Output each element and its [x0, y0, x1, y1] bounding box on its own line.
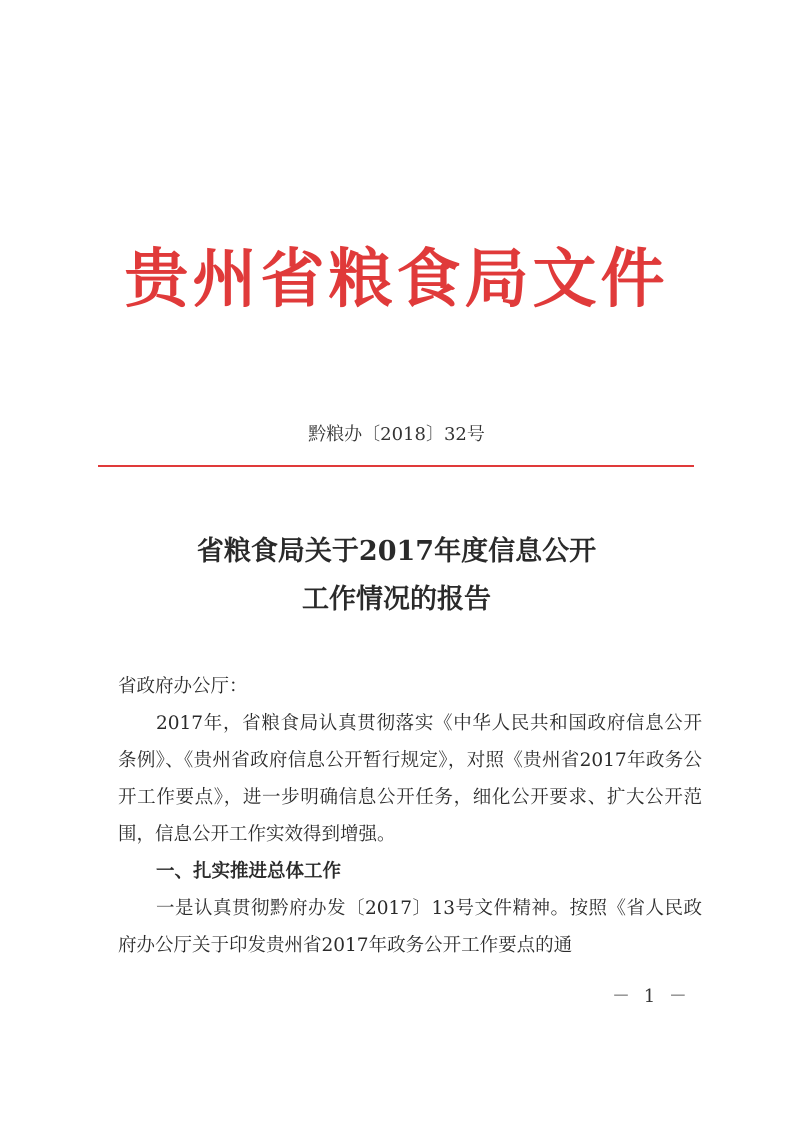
report-title-line-1: 省粮食局关于2017年度信息公开 [196, 536, 597, 567]
report-title-line-2: 工作情况的报告 [302, 584, 491, 615]
masthead-title: 贵州省粮食局文件 [124, 243, 669, 317]
page-number: － 1 － [612, 986, 691, 1007]
section-heading: 一、扎实推进总体工作 [156, 861, 342, 882]
report-title [0, 528, 793, 624]
paragraph-section-1: 一是认真贯彻黔府办发〔2017〕13号文件精神。按照《省人民政府办公厅关于印发贵州省2017年政务公开工作要点的通 [118, 898, 702, 956]
paragraph-intro: 2017年，省粮食局认真贯彻落实《中华人民共和国政府信息公开条例》、《贵州省政府信息公开暂行规定》，对照《贵州省2017年政务公开工作要点》，进一步明确信息公开任务，细化公开要求、扩大公开范围，信息公开工作实效得到增强。 [118, 713, 702, 845]
red-divider-line [98, 465, 694, 467]
salutation: 省政府办公厅： [118, 676, 248, 697]
document-number: 黔粮办〔2018〕32号 [308, 424, 485, 445]
